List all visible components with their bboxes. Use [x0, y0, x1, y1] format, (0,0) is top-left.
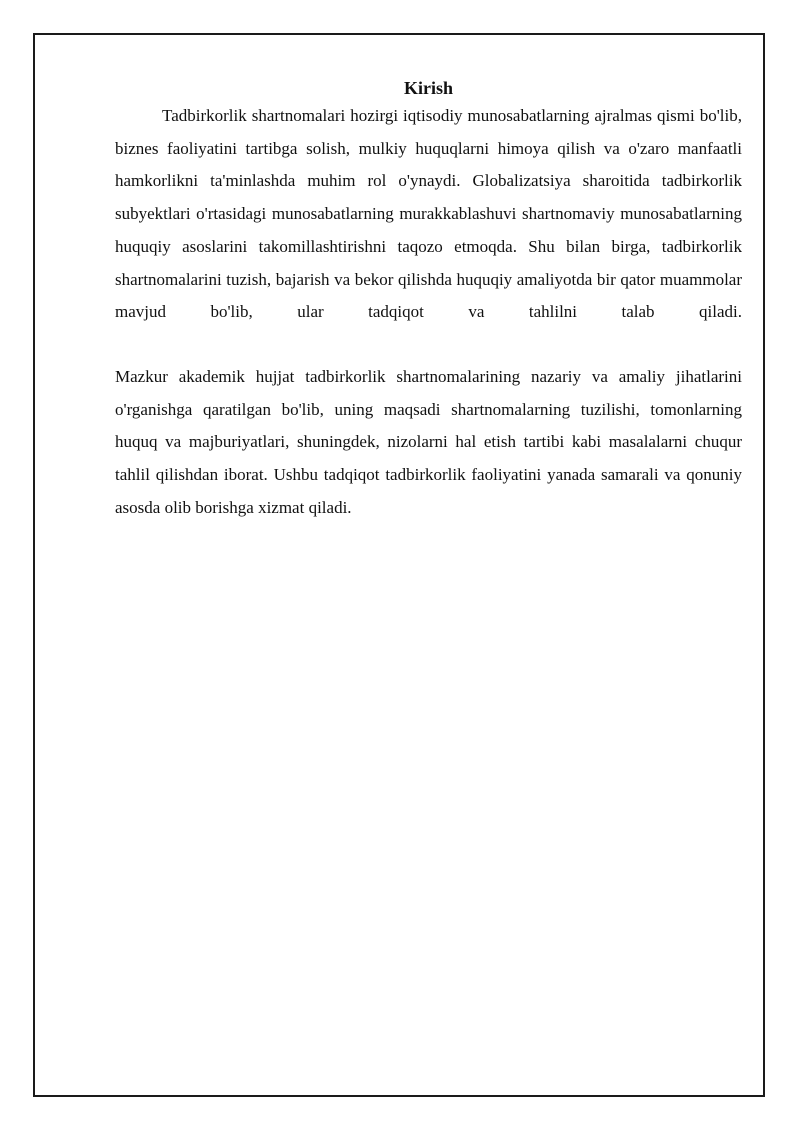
paragraph-purpose: Mazkur akademik hujjat tadbirkorlik shartnomalarining nazariy va amaliy jihatlarini o'rganishga qaratilgan bo'lib, uning maqsadi shartnomalarning tuzilishi, tomonlarning huquq va majburiyatlari, shuningdek, nizolarni hal etish tartibi kabi masalalarni chuqur tahlil qilishdan iborat. Ushbu tadqiqot tadbirkorlik faoliyatini yanada samarali va qonuniy asosda olib borishga xizmat qiladi. — [115, 366, 742, 517]
paragraph-introduction: Tadbirkorlik shartnomalari hozirgi iqtisodiy munosabatlarning ajralmas qismi bo'lib, biznes faoliyatini tartibga solish, mulkiy huquqlarni himoya qilish va o'zaro manfaatli hamkorlikni ta'minlashda muhim rol o'ynaydi. Globalizatsiya sharoitida tadbirkorlik subyektlari o'rtasidagi munosabatlarning murakkablashuvi shartnomaviy munosabatlarning huquqiy asoslarini takomillashtirishni taqozo etmoqda. Shu bilan birga, tadbirkorlik shartnomalarini tuzish, bajarish va bekor qilishda huquqiy amaliyotda bir qator muammolar mavjud bo'lib, ular tadqiqot va tahlilni talab qiladi. — [115, 106, 742, 322]
paragraph-spacer — [115, 329, 742, 361]
document-title: Kirish — [403, 78, 453, 98]
document-body — [115, 76, 742, 524]
